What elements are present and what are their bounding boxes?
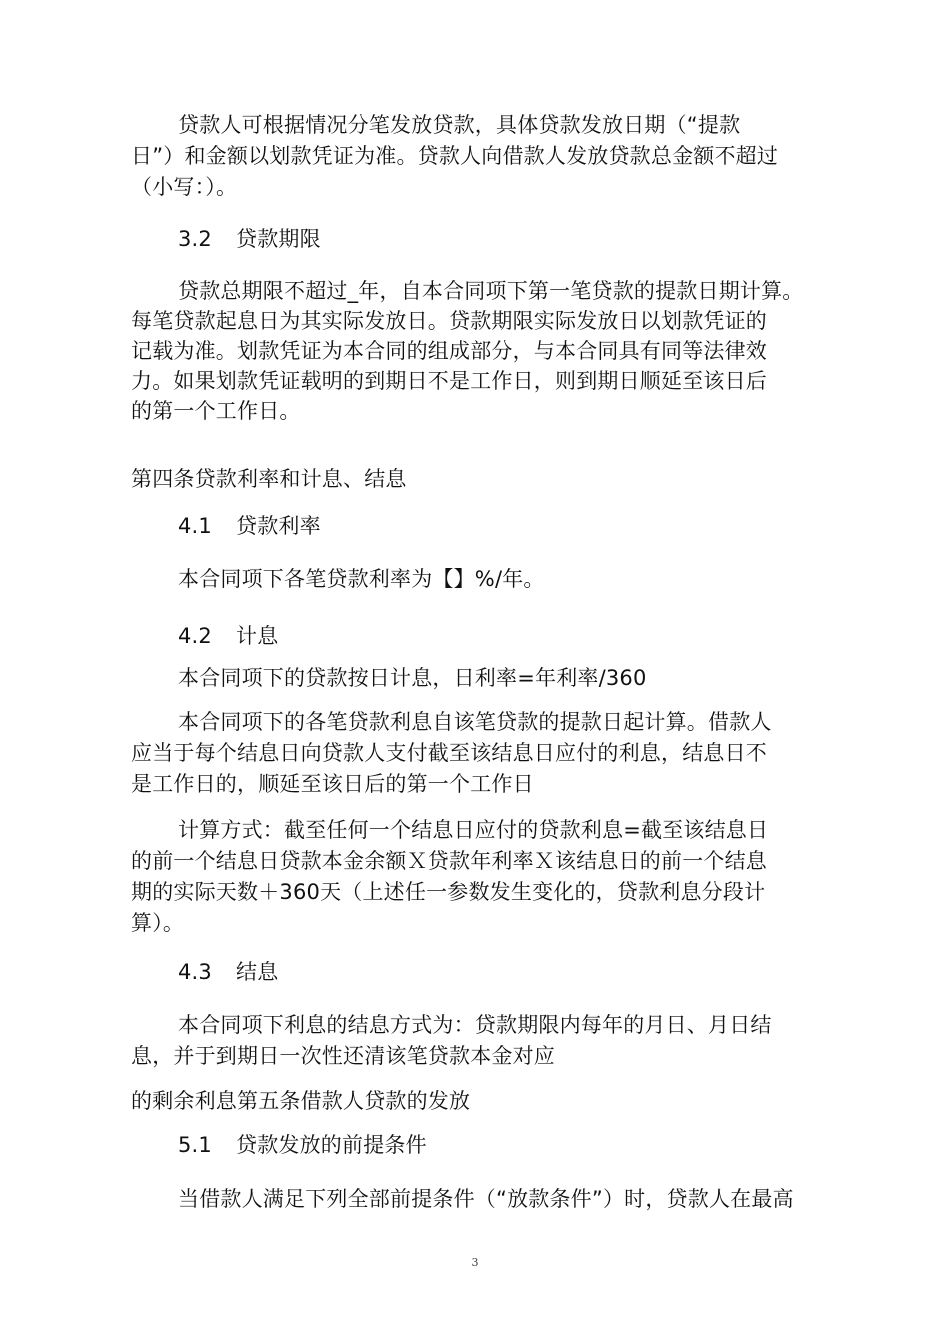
paragraph-line: 本合同项下利息的结息方式为：贷款期限内每年的月日、月日结 bbox=[178, 1013, 772, 1037]
paragraph-line: 本合同项下的贷款按日计息，日利率=年利率/360 bbox=[178, 666, 647, 690]
paragraph-line: 的第一个工作日。 bbox=[131, 399, 301, 423]
section-number: 4.3 bbox=[178, 960, 212, 984]
paragraph-line: 算）。 bbox=[131, 911, 185, 935]
paragraph-line: 期的实际天数＋360天（上述任一参数发生变化的，贷款利息分段计 bbox=[131, 880, 766, 904]
paragraph-line: 记载为准。划款凭证为本合同的组成部分，与本合同具有同等法律效 bbox=[131, 339, 767, 363]
paragraph-line: 力。如果划款凭证载明的到期日不是工作日，则到期日顺延至该日后 bbox=[131, 369, 767, 393]
paragraph-line: 本合同项下的各笔贷款利息自该笔贷款的提款日起计算。借款人 bbox=[178, 710, 772, 734]
paragraph-line: 的前一个结息日贷款本金余额Ｘ贷款年利率Ｘ该结息日的前一个结息 bbox=[131, 849, 767, 873]
section-heading bbox=[178, 514, 321, 538]
paragraph-line: 息，并于到期日一次性还清该笔贷款本金对应 bbox=[131, 1044, 555, 1068]
section-title: 贷款期限 bbox=[236, 227, 321, 251]
section-heading bbox=[178, 960, 278, 984]
paragraph-line: 当借款人满足下列全部前提条件（“放款条件”）时，贷款人在最高 bbox=[178, 1187, 794, 1211]
section-number: 4.1 bbox=[178, 514, 212, 538]
section-heading bbox=[178, 227, 321, 251]
section-heading bbox=[178, 624, 278, 648]
paragraph-line: 贷款总期限不超过_年，自本合同项下第一笔贷款的提款日期计算。 bbox=[178, 279, 804, 303]
paragraph-line: 贷款人可根据情况分笔发放贷款，具体贷款发放日期（“提款 bbox=[178, 113, 741, 137]
section-title: 贷款发放的前提条件 bbox=[236, 1133, 427, 1157]
paragraph-line: 的剩余利息第五条借款人贷款的发放 bbox=[131, 1089, 471, 1113]
section-title: 结息 bbox=[236, 960, 279, 984]
section-number: 4.2 bbox=[178, 624, 212, 648]
article-heading: 第四条贷款利率和计息、结息 bbox=[131, 467, 407, 491]
section-title: 计息 bbox=[236, 624, 279, 648]
paragraph-line: 是工作日的，顺延至该日后的第一个工作日 bbox=[131, 772, 534, 796]
section-number: 3.2 bbox=[178, 227, 212, 251]
paragraph-line: （小写：）。 bbox=[131, 175, 238, 199]
page-number: 3 bbox=[471, 1256, 479, 1269]
paragraph-line: 本合同项下各笔贷款利率为【】%/年。 bbox=[178, 567, 545, 591]
section-heading bbox=[178, 1133, 427, 1157]
paragraph-line: 每笔贷款起息日为其实际发放日。贷款期限实际发放日以划款凭证的 bbox=[131, 309, 767, 333]
paragraph-line: 日”）和金额以划款凭证为准。贷款人向借款人发放贷款总金额不超过 bbox=[131, 144, 779, 168]
section-number: 5.1 bbox=[178, 1133, 212, 1157]
paragraph-line: 应当于每个结息日向贷款人支付截至该结息日应付的利息，结息日不 bbox=[131, 741, 767, 765]
paragraph-line: 计算方式：截至任何一个结息日应付的贷款利息=截至该结息日 bbox=[178, 818, 769, 842]
section-title: 贷款利率 bbox=[236, 514, 321, 538]
